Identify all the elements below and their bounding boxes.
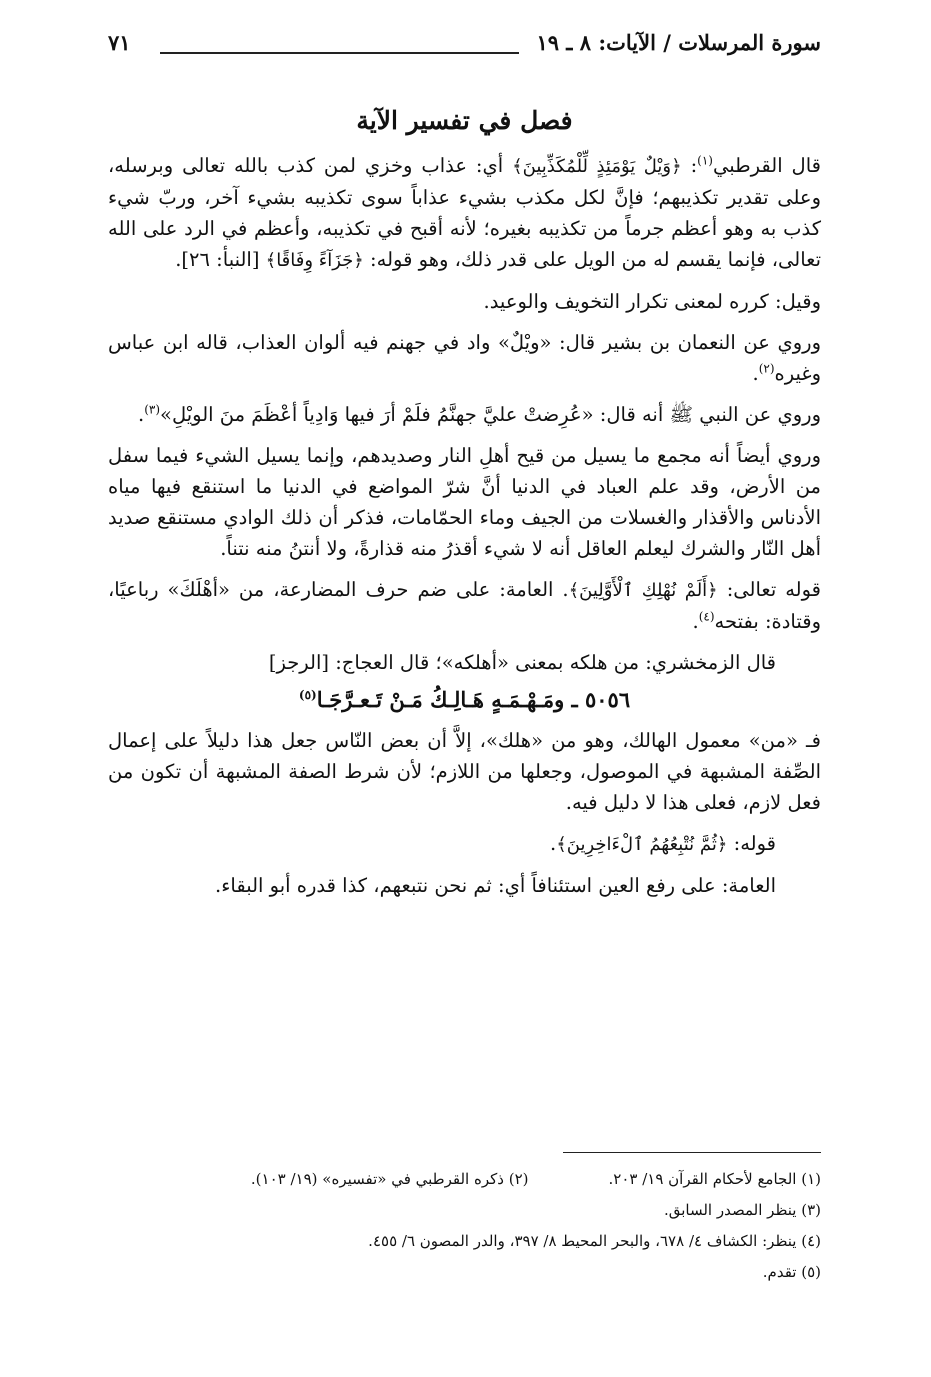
text-run: وروي عن النعمان بن بشير قال: «ويْلٌ» واد في جهنم فيه ألوان العذاب، قاله ابن عباس وغيره [108,331,821,385]
footnote-ref: (٥) [298,688,317,702]
paragraph-repetition: وقيل: كرره لمعنى تكرار التخويف والوعيد. [483,290,821,313]
footnote-row [108,1164,821,1195]
footnote-2: (٢) ذكره القرطبي في «تفسيره» (١٩/ ١٠٣). [250,1170,529,1188]
section-title: فصل في تفسير الآية [356,106,573,135]
paragraph-nuhlik [108,574,821,637]
footnote-5: (٥) تقدم. [762,1263,821,1281]
paragraph-amma: العامة: على رفع العين استئنافاً أي: ثم نحن نتبعهم، كذا قدره أبو البقاء. [215,874,776,897]
quran-quote: ﴿أَلَمْ نُهْلِكِ ٱلْأَوَّلِينَ﴾ [568,580,718,601]
footnote-4: (٤) ينظر: الكشاف ٤/ ٦٧٨، والبحر المحيط ٨/ ٣٩٧، والدر المصون ٦/ ٤٥٥. [368,1232,821,1250]
quran-quote: ﴿جَزَآءً وِفَاقًا﴾ [265,250,364,271]
text-run: . العامة: على ضم حرف المضارعة، من «أهْلَكَ» رباعيًا، وقتادة: بفتحه [108,578,821,633]
paragraph-grammar: فـ «من» معمول الهالك، وهو من «هلك»، إلاَّ أن بعض النّاس جعل هذا دليلاً على إعمال الصِّفة المشبهة في الموصول، وجعلها من اللازم؛ لأن شرط الصفة المشبهة أن تكون من فعل لازم، فعلى هذا لا دليل فيه. [108,729,821,814]
footnotes [108,1164,821,1288]
footnote-rule [563,1152,821,1153]
text-run: قال القرطبي [712,154,821,177]
main-text [108,150,821,911]
text-run: . [752,362,759,385]
header-title: سورة المرسلات / الآيات: ٨ ـ ١٩ [536,30,821,55]
footnote-1: (١) الجامع لأحكام القرآن ١٩/ ٢٠٣. [608,1170,821,1188]
text-run: . [550,832,557,855]
footnote-ref: (٤) [698,609,715,624]
text-run: قوله تعالى: [717,578,822,601]
text-run: . [692,610,699,633]
quran-quote: ﴿وَيْلٌ يَوْمَئِذٍ لِّلْمُكَذِّبِينَ﴾ [512,156,682,177]
poem-verse [108,684,821,715]
text-run: : [681,154,698,177]
paragraph-qurtubi [108,150,821,276]
footnote-ref: (٢) [758,361,775,376]
footnote-ref: (٣) [144,402,161,417]
running-header [108,30,821,62]
paragraph-hadith [108,399,821,430]
text-run: قوله: [727,832,776,855]
text-run: وروي عن النبي ﷺ أنه قال: «عُرِضتْ عليَّ جهنَّمُ فلَمْ أرَ فيها وَادِياً أعْظَمَ منَ الويْلِ» [160,403,821,426]
paragraph-zamakhshari: قال الزمخشري: من هلكه بمعنى «أهلكه»؛ قال العجاج: [الرجز] [268,651,776,674]
paragraph-valley: وروي أيضاً أنه مجمع ما يسيل من قيح أهلِ النار وصديدهم، وإنما يسيل الشيء فيما سفل من الأرض، وقد علم العباد في الدنيا أنَّ شرّ المواضع في الدنيا ما استنقع فيها مياه الأدناس والأقذار والغسلات من الجيف وماء الحمّامات، فذكر أن ذلك الوادي مستنقع صديد أهل النّار والشرك ليعلم العاقل أنه لا شيء أقذرُ منه قذارةً، ولا أنتنُ منه نتناً. [108,444,821,560]
quran-quote: ﴿ثُمَّ نُتْبِعُهُمُ ٱلْءَاخِرِينَ﴾ [556,834,728,855]
text-run: . [137,403,145,426]
page-number: ٧١ [108,30,131,55]
text-run: أي: عذاب وخزي لمن كذب بالله تعالى وبرسله، وعلى تقدير تكذيبهم؛ فإنَّ لكل مكذب بشيء عذاباً سوى تكذيبه بشيء آخر، وربّ شيء كذب به وهو أعظم جرماً من تكذيبه بغيره؛ لأنه أقبح في تكذيبه، وأعظم في الرد على الله تعالى، فإنما يقسم له من الويل على قدر ذلك، وهو قوله: [108,154,821,271]
paragraph-numan [108,327,821,389]
footnote-3: (٣) ينظر المصدر السابق. [663,1201,821,1219]
poem-text: ٥٠٥٦ ـ ومَـهْـمَـهٍ هَـالِـكُ مَـنْ تَـعـرَّجَـا [316,687,631,712]
text-run: [النبأ: ٢٦]. [175,248,266,271]
footnote-ref: (١) [697,153,713,168]
paragraph-qawluh [108,828,821,860]
header-rule [160,52,519,54]
